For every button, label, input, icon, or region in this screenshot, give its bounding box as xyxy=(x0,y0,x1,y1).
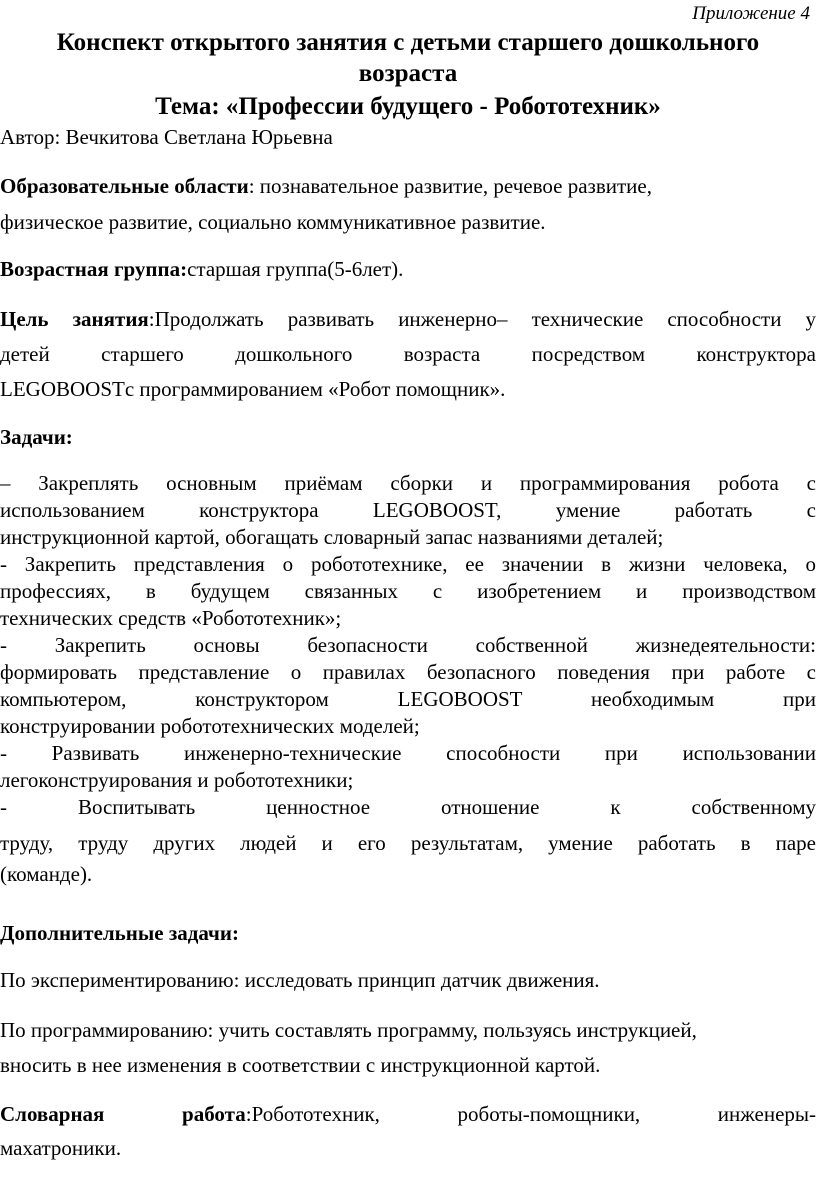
age-group-text: старшая группа(5-6лет). xyxy=(187,257,404,281)
extra-programming xyxy=(0,1017,816,1079)
tasks-list xyxy=(0,470,816,888)
areas-label: Образовательные области xyxy=(0,174,249,198)
title-line-1: Конспект открытого занятия с детьми старшего дошкольного xyxy=(56,29,760,56)
tasks-line: инструкционной картой, обогащать словарный запас названиями деталей; xyxy=(0,525,664,549)
vocab-text-1: :Робототехник, роботы-помощники, инженеры- xyxy=(245,1102,816,1126)
tasks-line: формировать представление о правилах безопасного поведения при работе с xyxy=(0,660,816,684)
areas-line-2: физическое развитие, социально коммуникативное развитие. xyxy=(0,210,546,234)
title-line-2: возраста xyxy=(358,60,458,87)
appendix-label: Приложение 4 xyxy=(692,3,810,24)
age-group-line xyxy=(0,256,816,283)
tasks-heading: Задачи: xyxy=(0,425,73,449)
tasks-line: труду, труду других людей и его результатам, умение работать в паре xyxy=(0,831,816,855)
areas-section xyxy=(0,173,816,236)
vocab-line-2: махатроники. xyxy=(0,1136,122,1160)
author-line: Автор: Вечкитова Светлана Юрьевна xyxy=(0,125,333,149)
vocab-label: Словарная работа xyxy=(0,1102,246,1126)
extra-experiment-line: По экспериментированию: исследовать принцип датчик движения. xyxy=(0,968,600,992)
tasks-line: использованием конструктора LEGOBOOST, умение работать с xyxy=(0,498,816,522)
extra-tasks-heading: Дополнительные задачи: xyxy=(0,921,239,945)
tasks-line: – Закреплять основным приёмам сборки и программирования робота с xyxy=(0,471,816,495)
vocab-section xyxy=(0,1101,816,1162)
tasks-line: (команде). xyxy=(0,862,93,886)
tasks-line: конструировании робототехнических моделей; xyxy=(0,714,420,738)
tasks-line: - Закрепить основы безопасности собственной жизнедеятельности: xyxy=(0,633,816,657)
tasks-line: технических средств «Робототехник»; xyxy=(0,606,342,630)
tasks-line: компьютером, конструктором LEGOBOOST необходимым при xyxy=(0,687,816,711)
goal-line-3: LEGOBOOSTс программированием «Робот помощник». xyxy=(0,377,506,401)
goal-section xyxy=(0,306,816,403)
goal-line-1 xyxy=(0,306,816,341)
extra-programming-line-2: вносить в нее изменения в соответствии с инструкционной картой. xyxy=(0,1053,601,1077)
goal-text-1: :Продолжать развивать инженерно– технические способности у xyxy=(148,307,816,331)
tasks-line: - Воспитывать ценностное отношение к собственному xyxy=(0,795,816,819)
age-group-label: Возрастная группа: xyxy=(0,257,188,281)
areas-line-1 xyxy=(0,173,816,209)
vocab-line-1 xyxy=(0,1101,816,1135)
topic-title: Тема: «Профессии будущего - Робототехник» xyxy=(155,93,661,120)
tasks-line: - Закрепить представления о робототехнике, ее значении в жизни человека, о xyxy=(0,552,816,576)
goal-label: Цель занятия xyxy=(0,307,149,331)
areas-text-1: : познавательное развитие, речевое развитие, xyxy=(248,174,652,198)
tasks-line: - Развивать инженерно-технические способности при использовании xyxy=(0,741,816,765)
tasks-line: профессиях, в будущем связанных с изобретением и производством xyxy=(0,579,816,603)
goal-line-2: детей старшего дошкольного возраста посредством конструктора xyxy=(0,342,816,366)
extra-programming-line-1: По программированию: учить составлять программу, пользуясь инструкцией, xyxy=(0,1018,697,1042)
tasks-line: легоконструирования и робототехники; xyxy=(0,768,354,792)
